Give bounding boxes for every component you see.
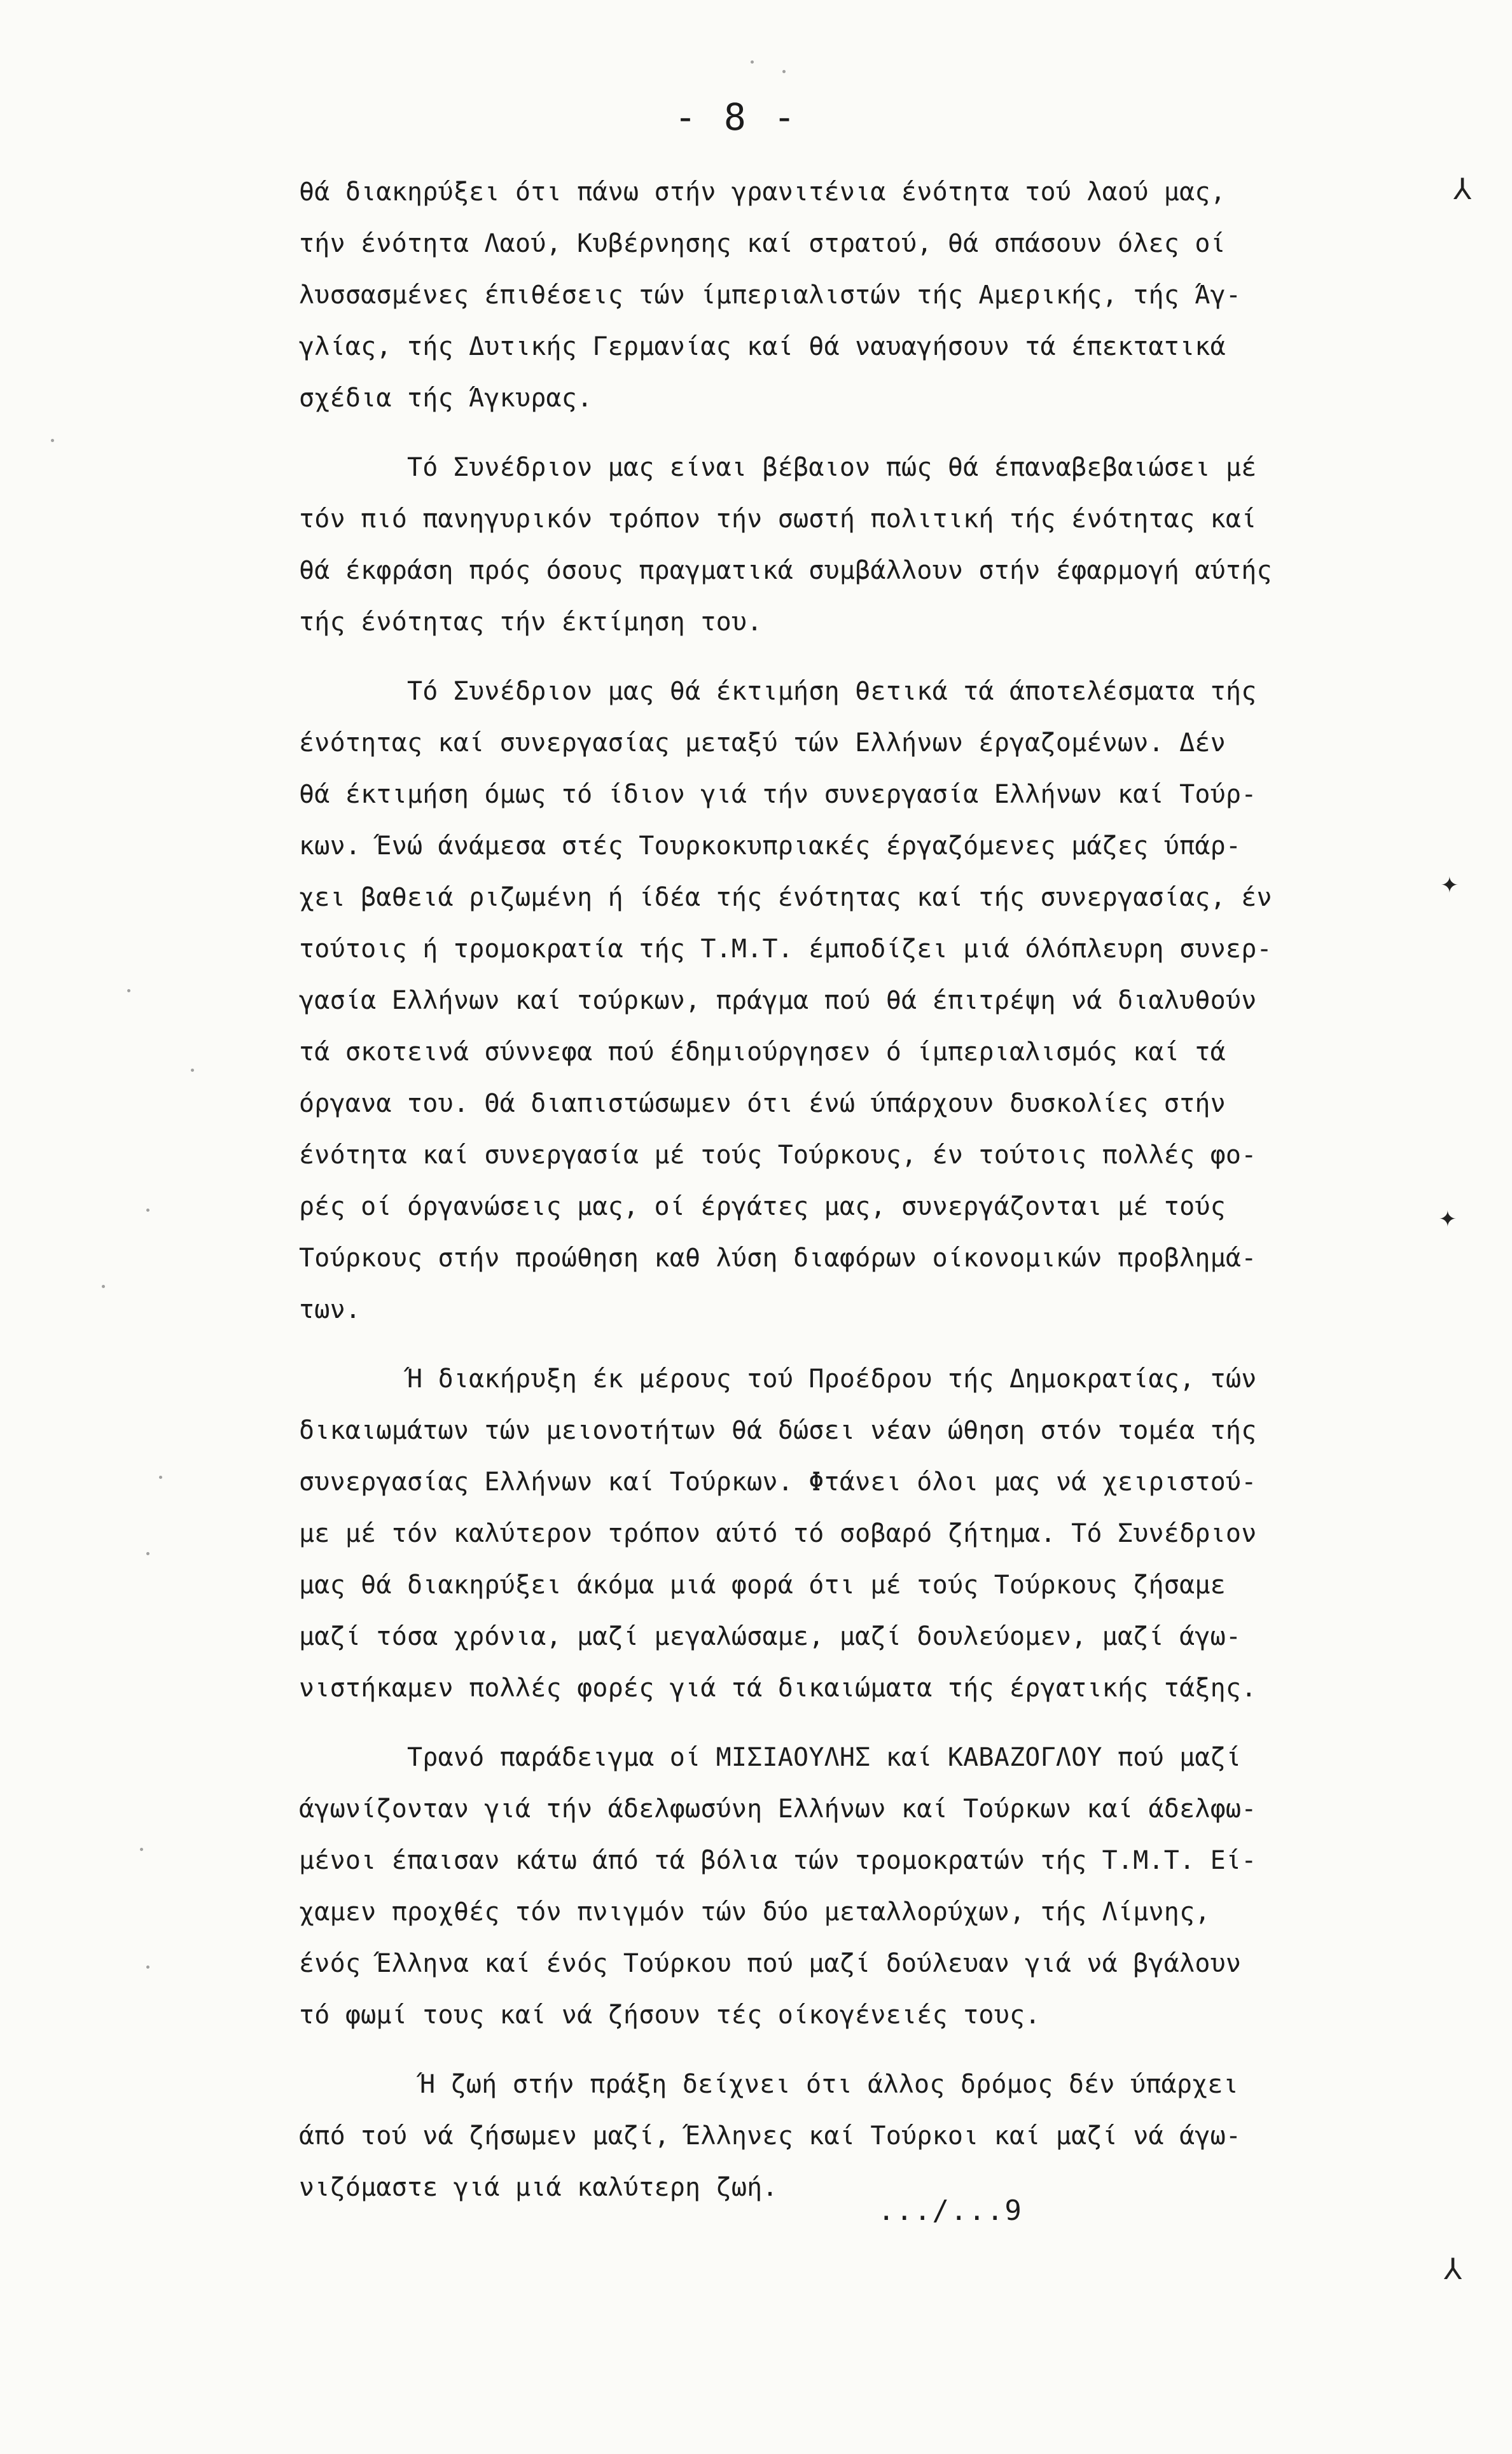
- scan-speck: [127, 989, 130, 992]
- text-line: συνεργασίας Ελλήνων καί Τούρκων. Φτάνει όλοι μας νά χειριστού-: [299, 1467, 1257, 1497]
- scan-speck: [146, 1965, 149, 1969]
- text-line: νιζόμαστε γιά μιά καλύτερη ζωή.: [299, 2173, 778, 2202]
- paragraph-5: [299, 1732, 1418, 2041]
- paragraph-6: [299, 2059, 1418, 2214]
- text-line: με μέ τόν καλύτερον τρόπον αύτό τό σοβαρό ζήτημα. Τό Συνέδριον: [299, 1519, 1257, 1548]
- text-line: ρές οί όργανώσεις μας, οί έργάτες μας, συνεργάζονται μέ τούς: [299, 1192, 1226, 1221]
- text-line: Ή διακήρυξη έκ μέρους τού Προέδρου τής Δημοκρατίας, τών: [407, 1364, 1257, 1394]
- scan-speck: [191, 1069, 194, 1072]
- paragraph-3: [299, 666, 1418, 1336]
- text-line: χει βαθειά ριζωμένη ή ίδέα τής ένότητας καί τής συνεργασίας, έν: [299, 883, 1272, 912]
- text-line: Τούρκους στήν προώθηση καθ λύση διαφόρων οίκονομικών προβλημά-: [299, 1244, 1257, 1273]
- text-line: τής ένότητας τήν έκτίμηση του.: [299, 607, 763, 637]
- scan-speck: [102, 1285, 105, 1288]
- text-line: ένός Έλληνα καί ένός Τούρκου πού μαζί δούλευαν γιά νά βγάλουν: [299, 1949, 1242, 1978]
- text-line: κων. Ένώ άνάμεσα στές Τουρκοκυπριακές έργαζόμενες μάζες ύπάρ-: [299, 831, 1242, 861]
- scan-speck: [146, 1552, 149, 1555]
- text-line: θά διακηρύξει ότι πάνω στήν γρανιτένια ένότητα τού λαού μας,: [299, 177, 1226, 207]
- text-line: ένότητα καί συνεργασία μέ τούς Τούρκους, έν τούτοις πολλές φο-: [299, 1140, 1257, 1170]
- text-line: τούτοις ή τρομοκρατία τής Τ.Μ.Τ. έμποδίζει μιά όλόπλευρη συνερ-: [299, 934, 1272, 964]
- margin-arrow-mark-icon: ✦: [1439, 1199, 1457, 1233]
- scan-speck: [751, 60, 754, 64]
- continuation-marker: .../...9: [878, 2194, 1023, 2227]
- text-line: άγωνίζονταν γιά τήν άδελφωσύνη Ελλήνων καί Τούρκων καί άδελφω-: [299, 1794, 1257, 1824]
- paragraph-2: [299, 442, 1418, 648]
- text-line: γασία Ελλήνων καί τούρκων, πράγμα πού θά έπιτρέψη νά διαλυθούν: [299, 986, 1257, 1015]
- paragraph-4: [299, 1354, 1418, 1714]
- scan-speck: [782, 70, 786, 73]
- text-line: τόν πιό πανηγυρικόν τρόπον τήν σωστή πολιτική τής ένότητας καί: [299, 504, 1257, 534]
- text-line: άπό τού νά ζήσωμεν μαζί, Έλληνες καί Τούρκοι καί μαζί νά άγω-: [299, 2121, 1242, 2151]
- scan-speck: [146, 1209, 149, 1212]
- margin-arrow-mark-icon: ✦: [1441, 865, 1459, 899]
- text-line: ένότητας καί συνεργασίας μεταξύ τών Ελλήνων έργαζομένων. Δέν: [299, 728, 1226, 758]
- text-line: τήν ένότητα Λαού, Κυβέρνησης καί στρατού, θά σπάσουν όλες οί: [299, 229, 1226, 258]
- text-line: τά σκοτεινά σύννεφα πού έδημιούργησεν ό ίμπεριαλισμός καί τά: [299, 1037, 1226, 1067]
- text-line: Τό Συνέδριον μας θά έκτιμήση θετικά τά άποτελέσματα τής: [407, 677, 1257, 706]
- scan-speck: [51, 439, 54, 442]
- text-line: θά έκφράση πρός όσους πραγματικά συμβάλλουν στήν έφαρμογή αύτής: [299, 556, 1272, 585]
- text-line: τό φωμί τους καί νά ζήσουν τές οίκογένειές τους.: [299, 2000, 1041, 2030]
- scan-speck: [159, 1476, 162, 1479]
- text-line: λυσσασμένες έπιθέσεις τών ίμπεριαλιστών τής Αμερικής, τής Άγ-: [299, 281, 1242, 310]
- text-line: όργανα του. Θά διαπιστώσωμεν ότι ένώ ύπάρχουν δυσκολίες στήν: [299, 1089, 1226, 1118]
- text-line: των.: [299, 1295, 361, 1324]
- scan-speck: [140, 1848, 143, 1851]
- text-line: μαζί τόσα χρόνια, μαζί μεγαλώσαμε, μαζί δουλεύομεν, μαζί άγω-: [299, 1622, 1242, 1651]
- paragraph-1: [299, 167, 1418, 424]
- text-line: νιστήκαμεν πολλές φορές γιά τά δικαιώματα τής έργατικής τάξης.: [299, 1674, 1257, 1703]
- text-line: χαμεν προχθές τόν πνιγμόν τών δύο μεταλλορύχων, τής Λίμνης,: [299, 1897, 1210, 1927]
- margin-arrow-mark-icon: ⅄: [1444, 2252, 1462, 2286]
- text-line: σχέδια τής Άγκυρας.: [299, 384, 593, 413]
- text-line: μένοι έπαισαν κάτω άπό τά βόλια τών τρομοκρατών τής Τ.Μ.Τ. Εί-: [299, 1846, 1257, 1875]
- document-body: [299, 167, 1418, 2231]
- text-line: θά έκτιμήση όμως τό ίδιον γιά τήν συνεργασία Ελλήνων καί Τούρ-: [299, 780, 1257, 809]
- text-line: Τό Συνέδριον μας είναι βέβαιον πώς θά έπαναβεβαιώσει μέ: [407, 453, 1257, 482]
- text-line: Τρανό παράδειγμα οί ΜΙΣΙΑΟΥΛΗΣ καί ΚΑΒΑΖΟΓΛΟΥ πού μαζί: [407, 1743, 1242, 1772]
- text-line: Ή ζωή στήν πράξη δείχνει ότι άλλος δρόμος δέν ύπάρχει: [420, 2070, 1238, 2099]
- text-line: δικαιωμάτων τών μειονοτήτων θά δώσει νέαν ώθηση στόν τομέα τής: [299, 1416, 1257, 1445]
- margin-check-mark-icon: ⅄: [1453, 172, 1472, 206]
- text-line: μας θά διακηρύξει άκόμα μιά φορά ότι μέ τούς Τούρκους ζήσαμε: [299, 1570, 1226, 1600]
- text-line: γλίας, τής Δυτικής Γερμανίας καί θά ναυαγήσουν τά έπεκτατικά: [299, 332, 1226, 361]
- page-number: - 8 -: [674, 95, 798, 139]
